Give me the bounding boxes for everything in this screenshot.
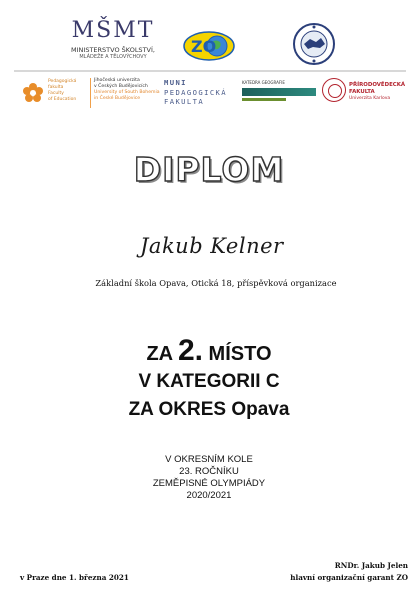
pf-line: of Education [48, 97, 77, 102]
pf-line: Faculty [48, 91, 64, 96]
msmt-line2: MLÁDEŽE A TĚLOVÝCHOVY [79, 54, 147, 60]
place-number: 2. [177, 334, 203, 367]
signer-name: RNDr. Jakub Jelen [334, 561, 408, 570]
jcu-line1: Jihočeská univerzita [94, 78, 140, 83]
pf-line: Pedagogická [48, 79, 77, 84]
place-suffix: MÍSTO [208, 343, 272, 365]
msmt-logo [58, 20, 168, 72]
round-line1: V OKRESNÍM KOLE [165, 454, 253, 465]
geo-bar [242, 88, 316, 96]
cgs-seal-icon [292, 22, 336, 66]
issue-date: v Praze dne 1. března 2021 [20, 573, 129, 582]
flower-icon [22, 82, 44, 104]
diploma-title: DIPLOM [133, 150, 285, 189]
muni-logo [164, 78, 236, 108]
pf-logo [22, 78, 86, 108]
place-prefix: ZA [146, 343, 173, 365]
round-line2: 23. ROČNÍKU [179, 466, 239, 477]
cgs-logo [292, 22, 336, 66]
signer-role: hlavní organizační garant ZO [290, 573, 408, 582]
muni-line3: FAKULTA [164, 97, 205, 106]
prf-line2: FAKULTA [349, 88, 375, 95]
signature-block [290, 560, 408, 584]
uk-seal-icon [322, 78, 346, 102]
round-info [0, 454, 418, 502]
round-line4: 2020/2021 [186, 490, 232, 501]
zo-text: ZO [191, 37, 217, 56]
header-divider [14, 70, 406, 72]
district-line: ZA OKRES Opava [128, 399, 290, 420]
jcu-line3: University of South Bohemia [94, 90, 160, 95]
jcu-logo [90, 78, 162, 108]
round-line3: ZEMĚPISNÉ OLYMPIÁDY [152, 478, 266, 489]
jcu-line2: v Českých Budějovicích [94, 84, 148, 89]
msmt-line1: MINISTERSTVO ŠKOLSTVÍ, [71, 46, 155, 54]
jcu-line4: in České Budějovice [94, 96, 141, 101]
prf-line1: PŘÍRODOVĚDECKÁ [349, 82, 406, 88]
msmt-mark: MŠMT [71, 18, 155, 43]
pf-line: fakulta [48, 85, 64, 90]
school-name: Základní škola Opava, Otická 18, příspěvková organizace [95, 278, 337, 288]
muni-line2: PEDAGOGICKÁ [164, 87, 227, 97]
zo-logo [183, 24, 235, 68]
prf-line3: Univerzita Karlova [349, 96, 391, 101]
muni-line1: MUNI [164, 78, 187, 87]
zo-globe-icon [183, 24, 235, 68]
recipient-name: Jakub Kelner [140, 234, 284, 258]
prf-text [349, 82, 405, 103]
place-line [0, 334, 418, 368]
category-line: V KATEGORII C [138, 371, 280, 392]
geo-bar-accent [242, 98, 286, 101]
pf-text [48, 79, 76, 103]
prf-logo [322, 78, 408, 108]
geo-logo [242, 80, 316, 102]
geo-text: KATEDRA GEOGRAFIE [242, 80, 285, 85]
